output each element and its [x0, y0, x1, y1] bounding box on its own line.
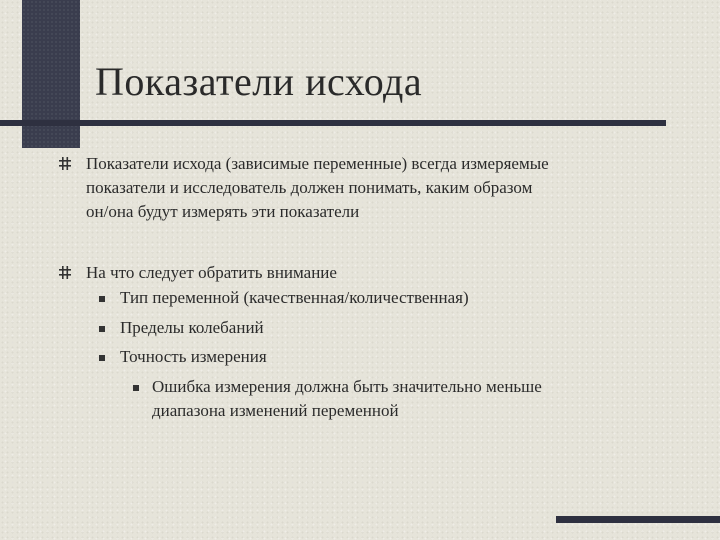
bullet-line: показатели и исследователь должен понимать, каким образом — [86, 178, 533, 197]
bullet-line: Показатели исхода (зависимые переменные) всегда измеряемые — [86, 154, 549, 173]
subsubitem-line: Ошибка измерения должна быть значительно меньше — [152, 377, 542, 396]
subsubitem-measurement-error — [152, 375, 542, 423]
square-bullet-icon — [99, 355, 105, 361]
bullet-line: На что следует обратить внимание — [86, 263, 337, 282]
square-bullet-icon — [99, 326, 105, 332]
square-bullet-icon — [99, 296, 105, 302]
square-bullet-icon — [133, 385, 139, 391]
subitem-range: Пределы колебаний — [120, 318, 264, 337]
hash-bullet-icon — [59, 266, 71, 279]
slide-title: Показатели исхода — [95, 59, 423, 104]
subitem-precision: Точность измерения — [120, 347, 267, 366]
bullet-attention-points — [86, 261, 666, 285]
subitem-variable-type: Тип переменной (качественная/количественная) — [120, 288, 469, 307]
hash-bullet-icon — [59, 157, 71, 170]
bullet-outcome-definition — [86, 152, 666, 224]
decorative-bottom-bar — [556, 516, 720, 523]
subsubitem-line: диапазона изменений переменной — [152, 401, 399, 420]
bullet-line: он/она будут измерять эти показатели — [86, 202, 360, 221]
